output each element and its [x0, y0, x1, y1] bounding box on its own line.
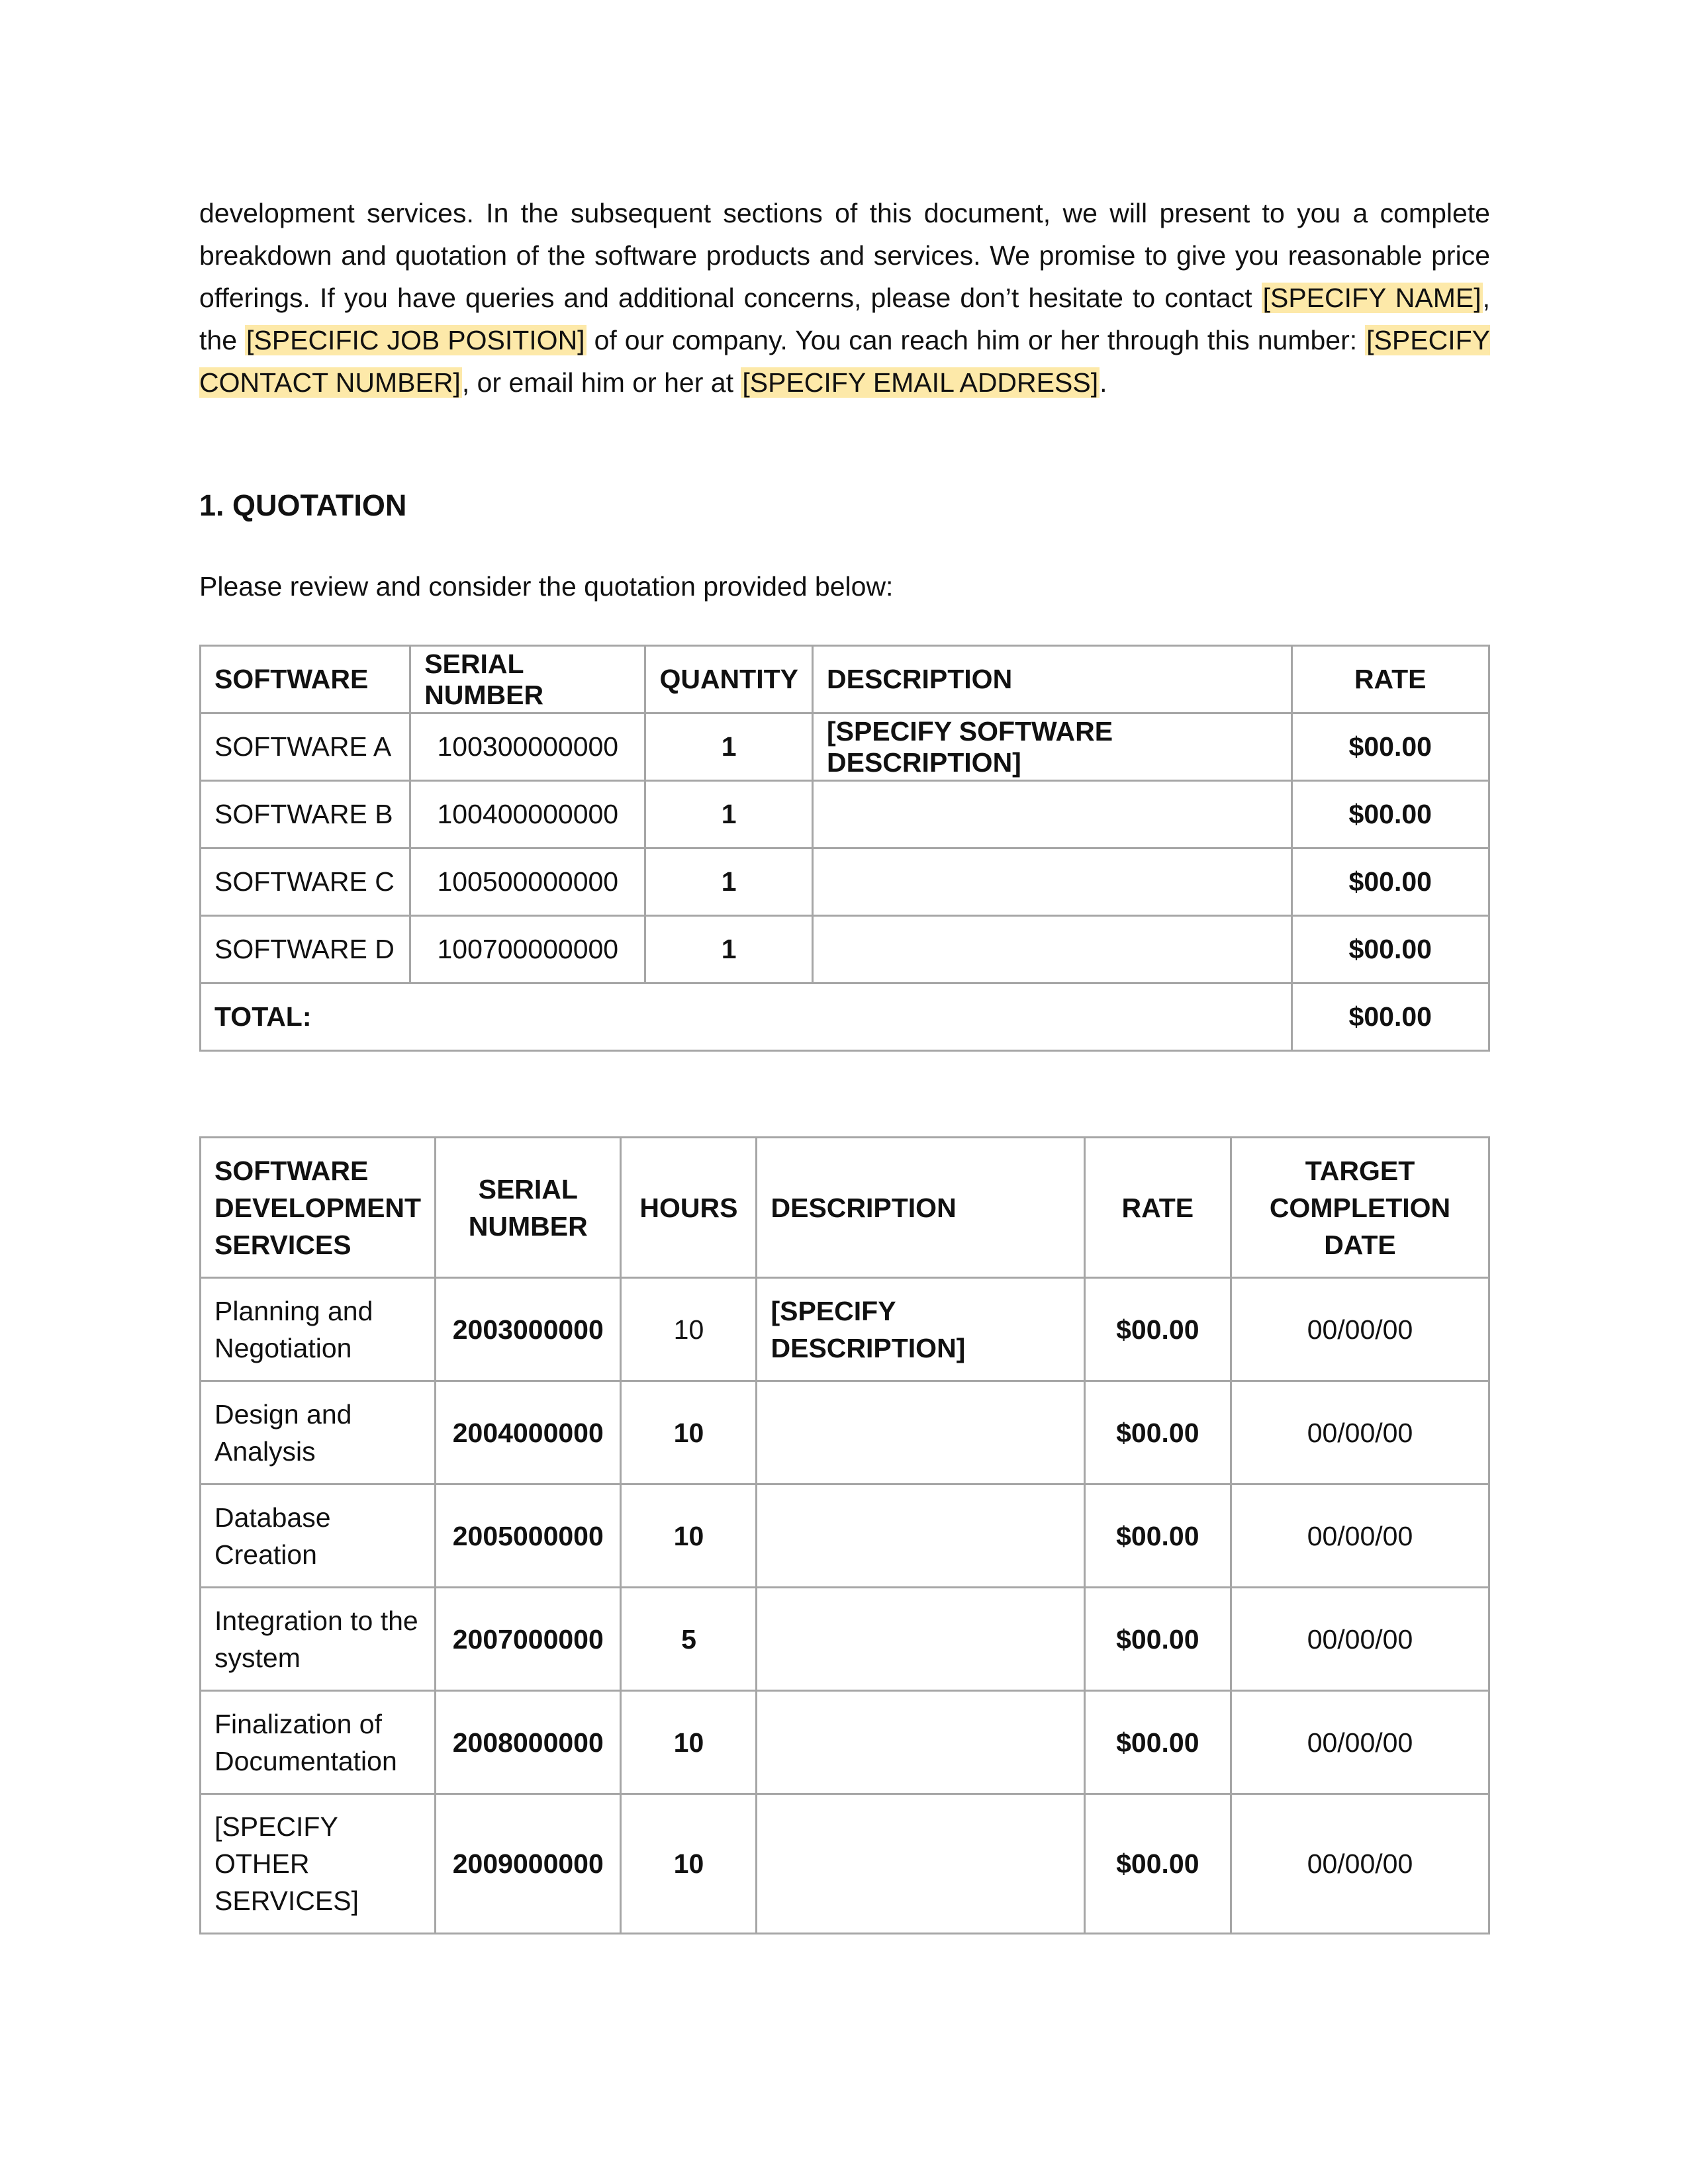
rate: $00.00: [1084, 1691, 1231, 1794]
services-quotation-table: [199, 1136, 1490, 1934]
rate: $00.00: [1084, 1381, 1231, 1484]
rate: $00.00: [1084, 1794, 1231, 1934]
target-date: 00/00/00: [1231, 1278, 1489, 1381]
section-title: 1. QUOTATION: [199, 488, 407, 522]
serial-number: 100700000000: [410, 916, 645, 983]
header-target-completion-date: TARGET COMPLETION DATE: [1231, 1138, 1489, 1278]
description: [812, 848, 1291, 916]
header-rate: RATE: [1084, 1138, 1231, 1278]
quantity: 1: [645, 848, 813, 916]
hours: 10: [621, 1381, 757, 1484]
description: [812, 916, 1291, 983]
intro-text-5: .: [1100, 367, 1107, 398]
service-name: Database Creation: [201, 1484, 436, 1588]
hours: 10: [621, 1794, 757, 1934]
rate: $00.00: [1084, 1588, 1231, 1691]
header-services: SOFTWARE DEVELOPMENT SERVICES: [201, 1138, 436, 1278]
intro-text-1: development services. In the subsequent sections of this document, we will present to you a complete breakdown and quotation of the software products and services. We promise to give you reasonable price offerings. If you have queries and additional concerns, please don’t hesitate to contact: [199, 198, 1490, 313]
header-description: DESCRIPTION: [757, 1138, 1084, 1278]
header-hours: HOURS: [621, 1138, 757, 1278]
serial-number: 2009000000: [436, 1794, 621, 1934]
software-name: SOFTWARE B: [201, 781, 410, 848]
document-page: [199, 192, 1490, 1934]
target-date: 00/00/00: [1231, 1794, 1489, 1934]
rate: $00.00: [1291, 848, 1489, 916]
description: [757, 1588, 1084, 1691]
placeholder-job-position: [SPECIFIC JOB POSITION]: [246, 325, 585, 355]
total-label: TOTAL:: [201, 983, 1292, 1051]
table-row: [201, 1381, 1489, 1484]
rate: $00.00: [1084, 1278, 1231, 1381]
quantity: 1: [645, 713, 813, 781]
table-row: [201, 1588, 1489, 1691]
software-name: SOFTWARE D: [201, 916, 410, 983]
service-name: Design and Analysis: [201, 1381, 436, 1484]
serial-number: 2007000000: [436, 1588, 621, 1691]
intro-text-3: of our company. You can reach him or her through this number:: [586, 325, 1366, 355]
software-quotation-table: [199, 645, 1490, 1052]
table-row: [201, 713, 1489, 781]
target-date: 00/00/00: [1231, 1381, 1489, 1484]
table-row: [201, 1278, 1489, 1381]
rate: $00.00: [1084, 1484, 1231, 1588]
header-software: SOFTWARE: [201, 646, 410, 713]
table-row: [201, 1691, 1489, 1794]
service-name: Finalization of Documentation: [201, 1691, 436, 1794]
hours: 10: [621, 1484, 757, 1588]
placeholder-contact-number: [SPECIFY CONTACT NUMBER]: [199, 325, 1490, 398]
header-quantity: QUANTITY: [645, 646, 813, 713]
table-row: [201, 1484, 1489, 1588]
rate: $00.00: [1291, 781, 1489, 848]
description: [757, 1484, 1084, 1588]
description: [SPECIFY DESCRIPTION]: [757, 1278, 1084, 1381]
description: [757, 1691, 1084, 1794]
section-lead: Please review and consider the quotation provided below:: [199, 571, 894, 602]
service-name: Planning and Negotiation: [201, 1278, 436, 1381]
table-header-row: [201, 1138, 1489, 1278]
service-name: Integration to the system: [201, 1588, 436, 1691]
serial-number: 100500000000: [410, 848, 645, 916]
intro-text-4: , or email him or her at: [461, 367, 741, 398]
total-value: $00.00: [1291, 983, 1489, 1051]
intro-text-2: , the: [199, 283, 1490, 355]
target-date: 00/00/00: [1231, 1691, 1489, 1794]
hours: 10: [621, 1691, 757, 1794]
serial-number: 2003000000: [436, 1278, 621, 1381]
table-header-row: [201, 646, 1489, 713]
quantity: 1: [645, 916, 813, 983]
quantity: 1: [645, 781, 813, 848]
description: [812, 781, 1291, 848]
serial-number: 100400000000: [410, 781, 645, 848]
table-row: [201, 848, 1489, 916]
table-row: [201, 1794, 1489, 1934]
rate: $00.00: [1291, 713, 1489, 781]
hours: 10: [621, 1278, 757, 1381]
description: [757, 1381, 1084, 1484]
service-name: [SPECIFY OTHER SERVICES]: [201, 1794, 436, 1934]
placeholder-name: [SPECIFY NAME]: [1262, 283, 1481, 313]
header-serial-number: SERIAL NUMBER: [436, 1138, 621, 1278]
description: [SPECIFY SOFTWARE DESCRIPTION]: [812, 713, 1291, 781]
table-row: [201, 781, 1489, 848]
table-row: [201, 916, 1489, 983]
serial-number: 2004000000: [436, 1381, 621, 1484]
target-date: 00/00/00: [1231, 1588, 1489, 1691]
serial-number: 100300000000: [410, 713, 645, 781]
serial-number: 2005000000: [436, 1484, 621, 1588]
serial-number: 2008000000: [436, 1691, 621, 1794]
placeholder-email-address: [SPECIFY EMAIL ADDRESS]: [742, 367, 1099, 398]
total-row: [201, 983, 1489, 1051]
rate: $00.00: [1291, 916, 1489, 983]
header-serial-number: SERIAL NUMBER: [410, 646, 645, 713]
description: [757, 1794, 1084, 1934]
software-name: SOFTWARE C: [201, 848, 410, 916]
header-description: DESCRIPTION: [812, 646, 1291, 713]
target-date: 00/00/00: [1231, 1484, 1489, 1588]
intro-paragraph: [199, 192, 1490, 404]
hours: 5: [621, 1588, 757, 1691]
header-rate: RATE: [1291, 646, 1489, 713]
software-name: SOFTWARE A: [201, 713, 410, 781]
